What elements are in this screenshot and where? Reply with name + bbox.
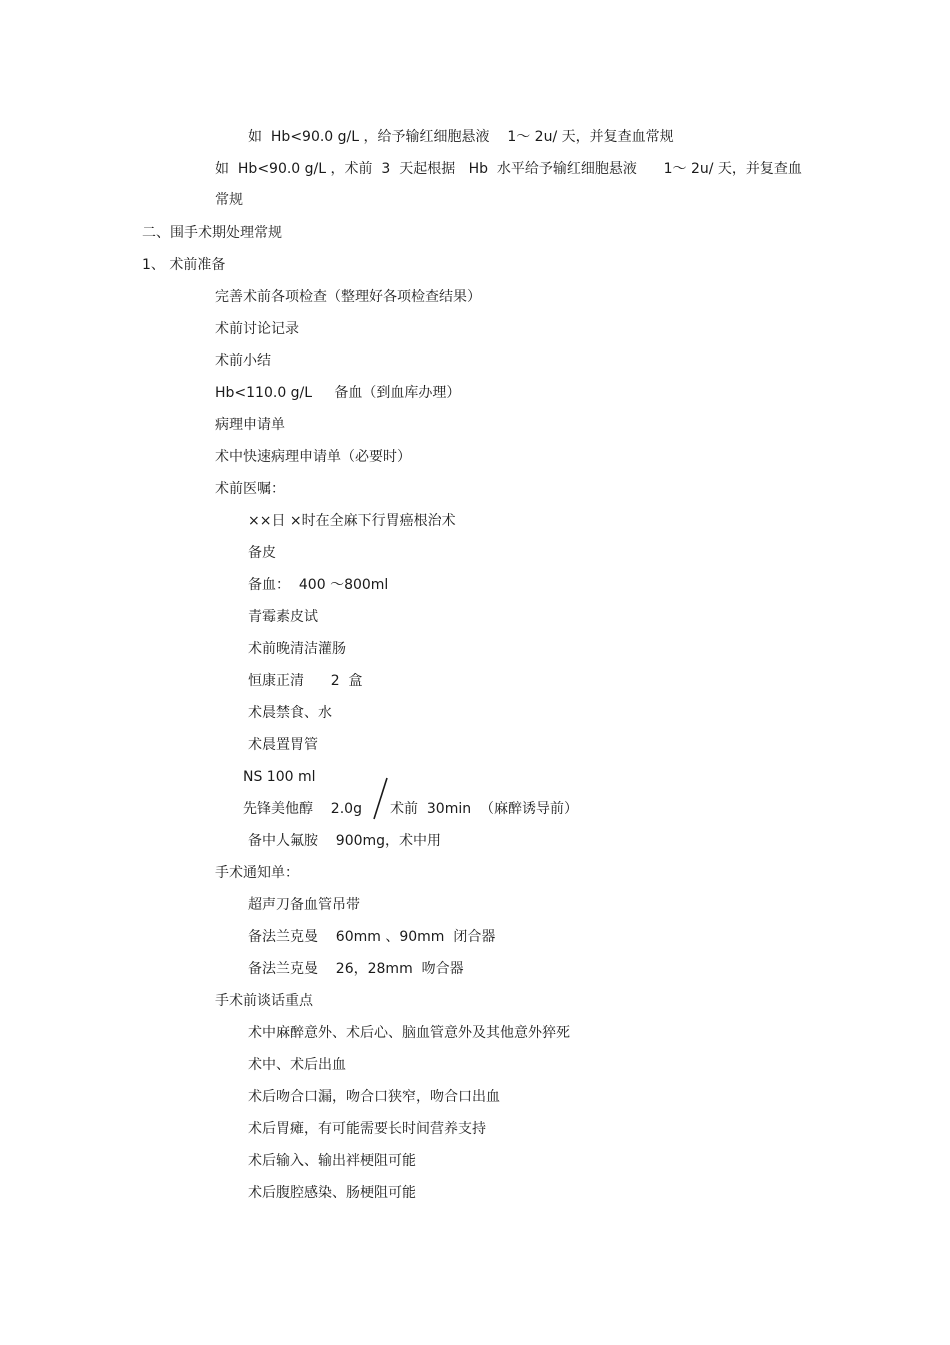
text-line: 术前晚清洁灌肠 — [248, 641, 346, 657]
text-line: 手术前谈话重点 — [215, 993, 313, 1009]
text-line: 如 Hb<90.0 g/L ，给予输红细胞悬液 1～ 2u/ 天，并复查血常规 — [248, 129, 674, 145]
text-line: 病理申请单 — [215, 417, 285, 433]
text-line: 术晨置胃管 — [248, 737, 318, 753]
text-line: 术后胃瘫，有可能需要长时间营养支持 — [248, 1121, 486, 1137]
text-line: 备中人氟胺 900mg，术中用 — [248, 833, 442, 849]
text-line: Hb<110.0 g/L 备血（到血库办理） — [215, 385, 461, 401]
slash-mark — [370, 776, 390, 822]
text-line: 术中快速病理申请单（必要时） — [215, 449, 411, 465]
text-line: 术前讨论记录 — [215, 321, 299, 337]
text-line: 备法兰克曼 26，28mm 吻合器 — [248, 961, 464, 977]
text-line: 术晨禁食、水 — [248, 705, 332, 721]
text-line: 如 Hb<90.0 g/L ，术前 3 天起根据 Hb 水平给予输红细胞悬液 1～ 2u/ 天，并复查血 — [215, 161, 802, 177]
text-line: 术前 30min （麻醉诱导前） — [390, 801, 579, 817]
text-line: 备法兰克曼 60mm 、90mm 闭合器 — [248, 929, 496, 945]
text-line: 先锋美他醇 2.0g — [243, 801, 362, 817]
text-line: 术后腹腔感染、肠梗阻可能 — [248, 1185, 416, 1201]
text-line: 完善术前各项检查（整理好各项检查结果） — [215, 289, 481, 305]
text-line: 术中、术后出血 — [248, 1057, 346, 1073]
text-line: 术中麻醉意外、术后心、脑血管意外及其他意外猝死 — [248, 1025, 570, 1041]
text-line: 术前医嘱： — [215, 481, 285, 497]
text-line: 术后吻合口漏，吻合口狭窄，吻合口出血 — [248, 1089, 500, 1105]
text-line: 青霉素皮试 — [248, 609, 318, 625]
text-line: 超声刀备血管吊带 — [248, 897, 360, 913]
text-line: 恒康正清 2 盒 — [248, 673, 363, 689]
text-line: 术前小结 — [215, 353, 271, 369]
text-line: 常规 — [215, 192, 243, 208]
subsection-heading: 1、 术前准备 — [142, 257, 226, 273]
text-line: 备皮 — [248, 545, 276, 561]
text-line: 备血： 400 ～800ml — [248, 577, 389, 593]
section-heading: 二、围手术期处理常规 — [142, 225, 282, 241]
text-line: 术后输入、输出袢梗阻可能 — [248, 1153, 416, 1169]
text-line: ××日 ×时在全麻下行胃癌根治术 — [248, 513, 456, 529]
text-line: 手术通知单： — [215, 865, 299, 881]
text-line: NS 100 ml — [243, 769, 316, 785]
